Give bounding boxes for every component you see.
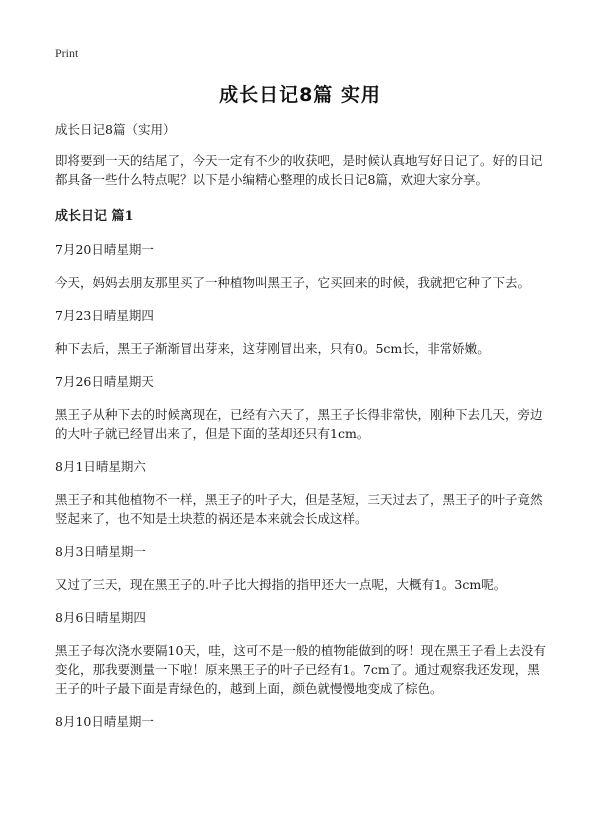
entry-date: 8月1日晴星期六 xyxy=(55,459,146,474)
document-body xyxy=(55,120,550,745)
page-title: 成长日记8篇 实用 xyxy=(219,84,381,106)
entry-text: 又过了三天，现在黑王子的.叶子比大拇指的指甲还大一点呢，大概有1。3cm呢。 xyxy=(55,577,507,592)
entry-date: 8月10日晴星期一 xyxy=(55,714,154,729)
entry-text: 种下去后，黑王子渐渐冒出芽来，这芽刚冒出来，只有0。5cm长，非常娇嫩。 xyxy=(55,341,490,356)
entry-date: 8月6日晴星期四 xyxy=(55,610,146,625)
entry-date: 8月3日晴星期一 xyxy=(55,544,146,559)
document-subtitle: 成长日记8篇（实用） xyxy=(55,122,176,137)
print-link[interactable]: Print xyxy=(55,46,79,60)
section-heading: 成长日记 篇1 xyxy=(55,209,134,224)
entry-text: 黑王子每次浇水要隔10天，哇，这可不是一般的植物能做到的呀！现在黑王子看上去没有变化，那我要测量一下啦！原来黑王子的叶子已经有1。7cm了。通过观察我还发现，黑王子的叶子最下面是青绿色的，越到上面，颜色就慢慢地变成了棕色。 xyxy=(55,643,546,696)
intro-paragraph: 即将要到一天的结尾了，今天一定有不少的收获吧，是时候认真地写好日记了。好的日记都具备一些什么特点呢？以下是小编精心整理的成长日记8篇，欢迎大家分享。 xyxy=(55,153,543,187)
entry-text: 今天，妈妈去朋友那里买了一种植物叫黑王子，它买回来的时候，我就把它种了下去。 xyxy=(55,275,531,290)
entry-date: 7月23日晴星期四 xyxy=(55,308,154,323)
entry-date: 7月26日晴星期天 xyxy=(55,374,154,389)
entry-text: 黑王子从种下去的时候离现在，已经有六天了，黑王子长得非常快，刚种下去几天，旁边的大叶子就已经冒出来了，但是下面的茎却还只有1cm。 xyxy=(55,407,543,441)
entry-text: 黑王子和其他植物不一样，黑王子的叶子大，但是茎短，三天过去了，黑王子的叶子竟然竖起来了，也不知是土块惹的祸还是本来就会长成这样。 xyxy=(55,492,543,526)
entry-date: 7月20日晴星期一 xyxy=(55,242,154,257)
